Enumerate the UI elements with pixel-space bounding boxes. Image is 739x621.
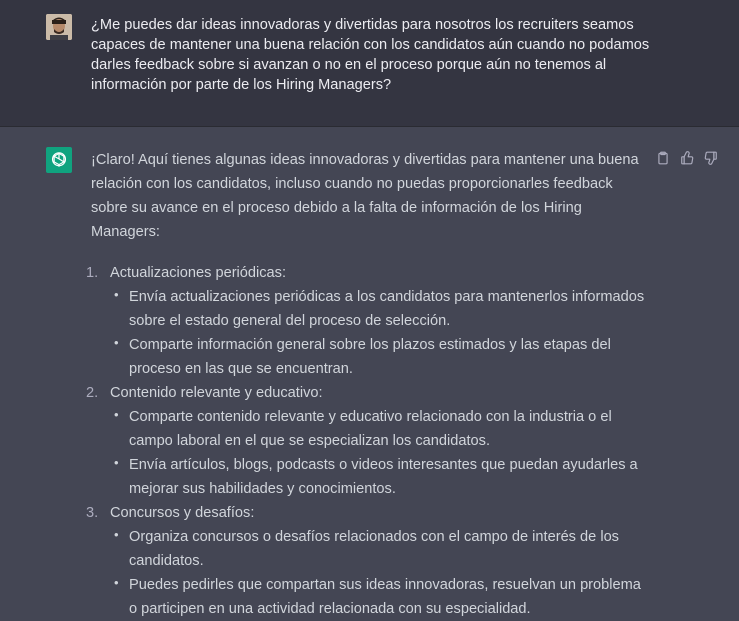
user-message-row bbox=[0, 0, 739, 127]
sub-list bbox=[110, 405, 651, 501]
assistant-intro: ¡Claro! Aquí tienes algunas ideas innovadoras y divertidas para mantener una buena relación con los candidatos, incluso cuando no puedas proporcionarles feedback sobre su avance en el proceso debido a la falta de información de los Hiring Managers: bbox=[91, 152, 639, 240]
clipboard-icon bbox=[656, 151, 670, 165]
thumbs-up-icon bbox=[680, 151, 694, 165]
list-item-title: Actualizaciones periódicas: bbox=[110, 265, 287, 281]
sub-list bbox=[110, 285, 651, 381]
list-item-title: Concursos y desafíos: bbox=[110, 505, 255, 521]
bullet-item: • Comparte información general sobre los plazos estimados y las etapas del proceso en las que se encuentran. bbox=[110, 333, 651, 381]
list-item bbox=[86, 501, 651, 621]
assistant-message-row bbox=[0, 127, 739, 617]
thumbs-down-icon bbox=[704, 151, 718, 165]
list-item bbox=[86, 381, 651, 501]
bullet-item: • Envía artículos, blogs, podcasts o videos interesantes que puedan ayudarles a mejorar sus habilidades y conocimientos. bbox=[110, 453, 651, 501]
ideas-list bbox=[86, 261, 651, 621]
chatgpt-logo-icon bbox=[46, 147, 72, 173]
list-item-title: Contenido relevante y educativo: bbox=[110, 385, 323, 401]
list-number: 1. bbox=[86, 265, 99, 281]
message-actions bbox=[655, 150, 719, 166]
bullet-item: • Comparte contenido relevante y educativo relacionado con la industria o el campo laboral en el que se especializan los candidatos. bbox=[110, 405, 651, 453]
bullet-item: • Envía actualizaciones periódicas a los candidatos para mantenerlos informados sobre el estado general del proceso de selección. bbox=[110, 285, 651, 333]
bullet-item: • Puedes pedirles que compartan sus ideas innovadoras, resuelvan un problema o participen en una actividad relacionada con su especialidad. bbox=[110, 573, 651, 621]
list-number: 3. bbox=[86, 505, 99, 521]
thumbs-up-button[interactable] bbox=[679, 150, 695, 166]
sub-list bbox=[110, 525, 651, 621]
list-item bbox=[86, 261, 651, 381]
user-message-text: ¿Me puedes dar ideas innovadoras y divertidas para nosotros los recruiters seamos capaces de mantener una buena relación con los candidatos aún cuando no podamos darles feedback sobre si avanzan o no en el proceso porque aún no tenemos al información por parte de los Hiring Managers? bbox=[91, 17, 650, 93]
bullet-item: • Organiza concursos o desafíos relacionados con el campo de interés de los candidatos. bbox=[110, 525, 651, 573]
copy-button[interactable] bbox=[655, 150, 671, 166]
thumbs-down-button[interactable] bbox=[703, 150, 719, 166]
user-avatar bbox=[46, 14, 72, 40]
assistant-message-text bbox=[86, 148, 651, 621]
list-number: 2. bbox=[86, 385, 99, 401]
